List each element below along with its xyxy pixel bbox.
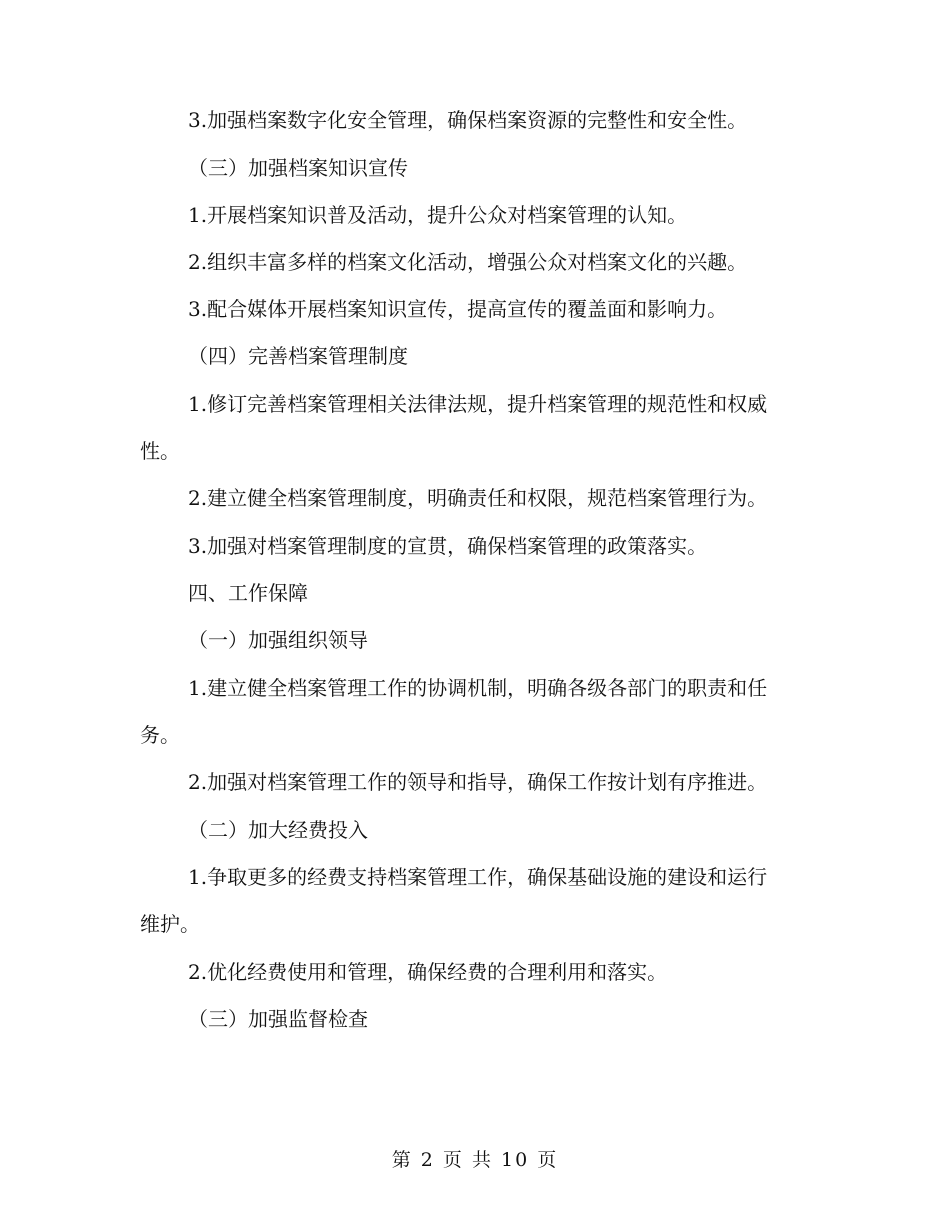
section-heading: （四）完善档案管理制度 — [188, 344, 408, 368]
paragraph-line: 性。 — [140, 439, 180, 463]
section-heading: （三）加强监督检查 — [188, 1007, 368, 1031]
section-heading: （二）加大经费投入 — [188, 818, 368, 842]
paragraph-line: 1.开展档案知识普及活动，提升公众对档案管理的认知。 — [188, 203, 688, 227]
section-heading: （三）加强档案知识宣传 — [188, 156, 408, 180]
paragraph-line: 3.加强对档案管理制度的宣贯，确保档案管理的政策落实。 — [188, 534, 708, 558]
paragraph-line: 3.配合媒体开展档案知识宣传，提高宣传的覆盖面和影响力。 — [188, 297, 728, 321]
paragraph-line: 2.优化经费使用和管理，确保经费的合理利用和落实。 — [188, 960, 668, 984]
section-heading: （一）加强组织领导 — [188, 628, 368, 652]
paragraph-line: 1.争取更多的经费支持档案管理工作，确保基础设施的建设和运行 — [188, 865, 768, 889]
page-number-footer: 第 2 页 共 10 页 — [391, 1149, 559, 1171]
paragraph-line: 1.修订完善档案管理相关法律法规，提升档案管理的规范性和权威 — [188, 392, 768, 416]
paragraph-line: 2.组织丰富多样的档案文化活动，增强公众对档案文化的兴趣。 — [188, 250, 748, 274]
paragraph-line: 2.加强对档案管理工作的领导和指导，确保工作按计划有序推进。 — [188, 770, 768, 794]
paragraph-line: 务。 — [140, 723, 180, 747]
paragraph-line: 3.加强档案数字化安全管理，确保档案资源的完整性和安全性。 — [188, 108, 748, 132]
chapter-heading: 四、工作保障 — [188, 581, 308, 605]
paragraph-line: 维护。 — [140, 912, 200, 936]
paragraph-line: 2.建立健全档案管理制度，明确责任和权限，规范档案管理行为。 — [188, 486, 768, 510]
paragraph-line: 1.建立健全档案管理工作的协调机制，明确各级各部门的职责和任 — [188, 676, 768, 700]
